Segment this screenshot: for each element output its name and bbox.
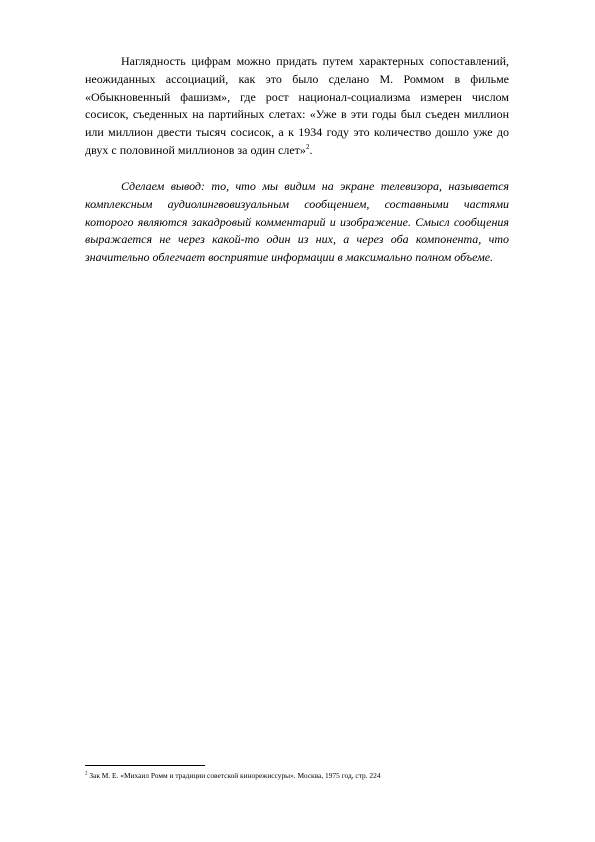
footnote-separator (85, 765, 205, 766)
footnote (85, 771, 515, 781)
footnote-reference: 2 (305, 142, 310, 151)
footnote-text: Зак М. Е. «Михаил Ромм и традиции советской кинорежиссуры». Москва, 1975 год, стр. 224 (87, 771, 381, 780)
footnote-number: 2 (85, 771, 88, 777)
paragraph-1-text: Наглядность цифрам можно придать путем характерных сопоставлений, неожиданных ассоциаций, как это было сделано М. Роммом в фильме «Обыкновенный фашизм», где рост национал-социализма измерен числом сосисок, съеденных на партийных слетах: «Уже в эти годы был съеден миллион или миллион двести тысяч сосисок, а к 1934 году это количество дошло уже до двух с половиной миллионов за один слет» (85, 54, 509, 157)
conclusion-paragraph (85, 178, 509, 267)
paragraph-1-period: . (309, 142, 313, 157)
body-paragraph-1 (85, 53, 509, 160)
conclusion-text: Сделаем вывод: то, что мы видим на экране телевизора, называется комплексным аудиолингвовизуальным сообщением, составными частями которого являются закадровый комментарий и изображение. Смысл сообщения выражается не через какой-то один из них, а через оба компонента, что значительно облегчает восприятие информации в максимально полном объеме. (85, 179, 509, 265)
